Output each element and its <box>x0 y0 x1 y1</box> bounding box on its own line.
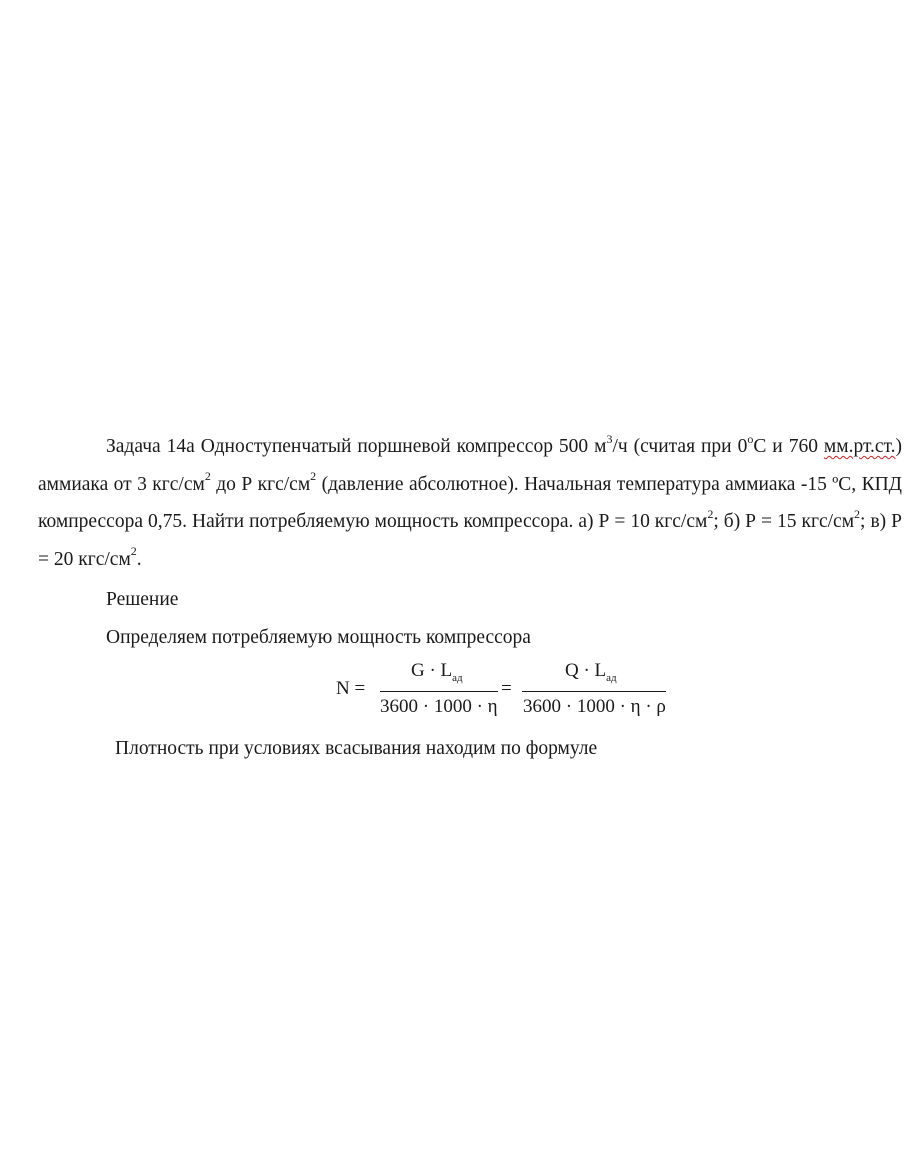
determine-power-line: Определяем потребляемую мощность компрессора <box>106 627 531 648</box>
superscript-degree: о <box>747 431 754 446</box>
numerator2-main: Q · L <box>565 660 607 681</box>
problem-text-1: Задача 14а Одноступенчатый поршневой компрессор 500 м <box>106 436 607 457</box>
problem-text-4: ) аммиака от 3 кгс/см <box>38 436 902 495</box>
power-formula <box>336 658 676 722</box>
formula-lhs: N = <box>336 678 366 699</box>
fraction2-denominator: 3600 · 1000 · η · ρ <box>523 696 666 717</box>
density-line: Плотность при условиях всасывания находим по формуле <box>115 738 598 759</box>
problem-text-8: ; в) Р = 20 кгс/см <box>38 511 902 570</box>
problem-text-9: . <box>136 548 142 570</box>
formula-equals: = <box>501 678 512 699</box>
problem-text-3: С и 760 <box>753 436 824 457</box>
fraction2-bar <box>522 691 666 692</box>
superscript-square: 2 <box>310 469 317 483</box>
superscript-square: 2 <box>130 544 137 558</box>
spellcheck-flagged-word: мм.рт.ст. <box>823 436 896 457</box>
problem-text-7: ; б) Р = 15 кгс/см <box>713 511 855 532</box>
fraction1-bar <box>380 691 498 692</box>
problem-text-5: до Р кгс/см <box>210 473 311 495</box>
fraction2-numerator <box>565 660 617 682</box>
superscript-square: 2 <box>204 469 211 483</box>
superscript-square: 2 <box>854 506 861 521</box>
problem-statement <box>38 428 902 578</box>
fraction1-numerator <box>411 660 463 682</box>
solution-heading: Решение <box>106 589 179 610</box>
problem-text-2: /ч (считая при 0 <box>612 436 748 457</box>
fraction1-denominator: 3600 · 1000 · η <box>380 696 498 717</box>
numerator2-subscript: ад <box>606 672 617 684</box>
superscript-cubic: 3 <box>606 431 613 446</box>
superscript-square: 2 <box>707 506 714 521</box>
problem-text-6: (давление абсолютное). Начальная температура аммиака -15 ºС, КПД компрессора 0,75. Найти потребляемую мощность компрессора. а) Р = 10 кгс/см <box>38 473 902 532</box>
numerator1-subscript: ад <box>452 672 463 684</box>
numerator1-main: G · L <box>411 660 453 681</box>
